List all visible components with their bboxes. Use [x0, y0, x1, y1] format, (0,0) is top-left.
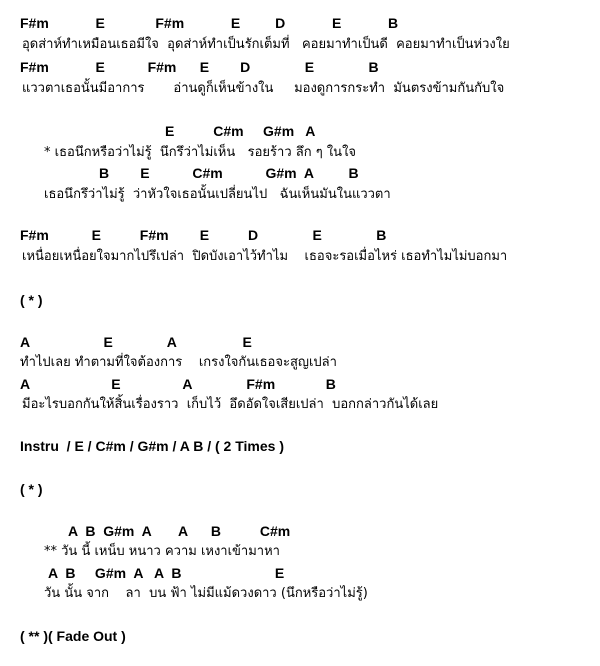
verse2-lyric-line-1: เหนื่อยเหนื่อยใจมากไปรึเปล่า ปิดบังเอาไว้ทำไม เธอจะรอเมื่อไหร่ เธอทำไมไม่บอกมา [22, 249, 508, 264]
outro-chords-line-2: A B G#m A A B E [48, 565, 285, 581]
bridge-lyric-line-2: มีอะไรบอกกันให้สิ้นเรื่องราว เก็บไว้ อึดอัดใจเสียเปล่า บอกกล่าวกันได้เลย [22, 397, 439, 412]
repeat-chorus-marker: ( * ) [20, 292, 43, 308]
chorus-chords-line-1: E C#m G#m A [165, 123, 316, 139]
verse1-chords-line-1: F#m E F#m E D E B [20, 15, 399, 31]
outro-chords-line-1: A B G#m A A B C#m [68, 523, 291, 539]
ending-marker: ( ** )( Fade Out ) [20, 628, 126, 644]
chorus-lyric-line-2: เธอนึกรึว่าไม่รู้ ว่าหัวใจเธอนั้นเปลี่ยนไป ฉันเห็นมันในแววตา [44, 187, 391, 202]
verse1-lyric-line-2: แววตาเธอนั้นมีอาการ อ่านดูก็เห็นข้างใน มองดูการกระทำ มันตรงข้ามกันกับใจ [22, 81, 505, 96]
bridge-lyric-line-1: ทำไปเลย ทำตามที่ใจต้องการ เกรงใจกันเธอจะสูญเปล่า [20, 355, 337, 370]
repeat-chorus-marker-2: ( * ) [20, 481, 43, 497]
chorus-lyric-line-1: * เธอนึกหรือว่าไม่รู้ นึกรึว่าไม่เห็น รอยร้าว ลึก ๆ ในใจ [44, 145, 357, 160]
bridge-chords-line-1: A E A E [20, 334, 252, 350]
verse1-lyric-line-1: อุดส่าห์ทำเหมือนเธอมีใจ อุดส่าห์ทำเป็นรักเต็มที่ คอยมาทำเป็นดี คอยมาทำเป็นห่วงใย [22, 37, 510, 52]
instrumental-line: Instru / E / C#m / G#m / A B / ( 2 Times ) [20, 438, 284, 454]
verse1-chords-line-2: F#m E F#m E D E B [20, 59, 379, 75]
outro-lyric-line-2: วัน นั้น จาก ลา บน ฟ้า ไม่มีแม้ดวงดาว (นึกหรือว่าไม่รู้) [44, 586, 368, 601]
verse2-chords-line-1: F#m E F#m E D E B [20, 227, 387, 243]
chorus-chords-line-2: B E C#m G#m A B [99, 165, 359, 181]
bridge-chords-line-2: A E A F#m B [20, 376, 336, 392]
outro-lyric-line-1: ** วัน นี้ เหน็บ หนาว ความ เหงาเข้ามาหา [44, 544, 280, 559]
